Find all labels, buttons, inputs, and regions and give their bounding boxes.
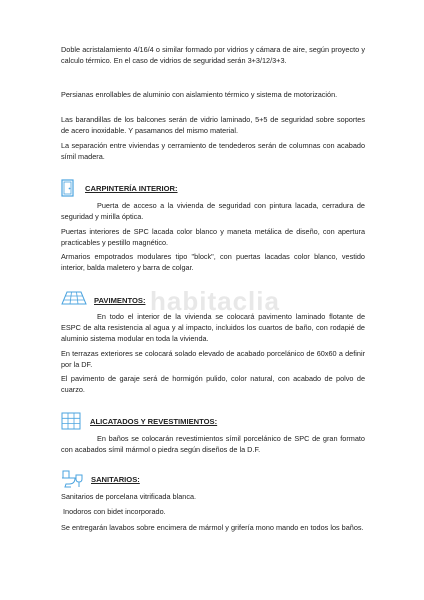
pavimentos-p1-block [61, 311, 365, 344]
intro-p4: La separación entre viviendas y cerramiento de tendederos serán de columnas con acabado símil madera. [61, 141, 365, 161]
sanitarios-p2: Inodoros con bidet incorporado. [61, 507, 166, 516]
carpinteria-p1: Puerta de acceso a la vivienda de seguridad con pintura lacada, cerradura de seguridad y mirilla óptica. [61, 201, 365, 221]
intro-p2-block [61, 89, 365, 100]
pavimentos-p2: En terrazas exteriores se colocará solado elevado de acabado porcelánico de 60x60 a definir por la DF. [61, 349, 365, 369]
carpinteria-p3: Armarios empotrados modulares tipo "block", con puertas lacadas color blanco, vestido interior, balda maletero y barra de colgar. [61, 252, 365, 272]
sanitarios-p3: Se entregarán lavabos sobre encimera de mármol y grifería mono mando en todos los baños. [61, 523, 364, 532]
pavimentos-p3: El pavimento de garaje será de hormigón pulido, color natural, con acabado de polvo de cuarzo. [61, 374, 365, 394]
pavimentos-p3-block [61, 373, 365, 395]
carpinteria-p2: Puertas interiores de SPC lacada color blanco y maneta metálica de diseño, con apertura practicables y pestillo magnético. [61, 227, 365, 247]
door-icon [61, 179, 75, 197]
intro-p3: Las barandillas de los balcones serán de vidrio laminado, 5+5 de seguridad sobre soportes de acero inoxidable. Y pasamanos del mismo material. [61, 115, 365, 135]
intro-p1-block [61, 44, 365, 66]
sanitarios-p2-block [61, 506, 365, 517]
carpinteria-title: CARPINTERÍA INTERIOR: [85, 184, 178, 193]
floor-tiles-icon [61, 291, 87, 305]
alicatados-p1-block [61, 433, 365, 455]
sanitarios-p1: Sanitarios de porcelana vitrificada blanca. [61, 492, 197, 501]
wall-tiles-icon [61, 412, 81, 430]
alicatados-title: ALICATADOS Y REVESTIMIENTOS: [90, 417, 218, 426]
intro-p1: Doble acristalamiento 4/16/4 o similar formado por vidrios y cámara de aire, según proyecto y calculo térmico. En el caso de vidrios de seguridad serán 3+3/12/3+3. [61, 45, 365, 65]
intro-p3-block [61, 114, 365, 136]
sanitarios-p1-block [61, 491, 365, 502]
alicatados-p1: En baños se colocarán revestimientos símil porcelánico de SPC de gran formato con acabados símil mármol o piedra según diseños de la D.F. [61, 434, 365, 454]
carpinteria-p3-block [61, 251, 365, 273]
carpinteria-p2-block [61, 226, 365, 248]
pavimentos-p1: En todo el interior de la vivienda se colocará pavimento laminado flotante de ESPC de alta resistencia al agua y al impacto, incluidos los cuartos de baño, con rodapié de aluminio sistema modular en toda la vivienda. [61, 312, 365, 343]
pavimentos-title: PAVIMENTOS: [94, 296, 146, 305]
toilet-icon [61, 470, 83, 488]
sanitarios-p3-block [61, 522, 365, 533]
intro-p2: Persianas enrollables de aluminio con aislamiento térmico y sistema de motorización. [61, 90, 338, 99]
watermark: habitaclia [150, 286, 280, 316]
pavimentos-p2-block [61, 348, 365, 370]
intro-p4-block [61, 140, 365, 162]
carpinteria-p1-block [61, 200, 365, 222]
sanitarios-title: SANITARIOS: [91, 475, 140, 484]
